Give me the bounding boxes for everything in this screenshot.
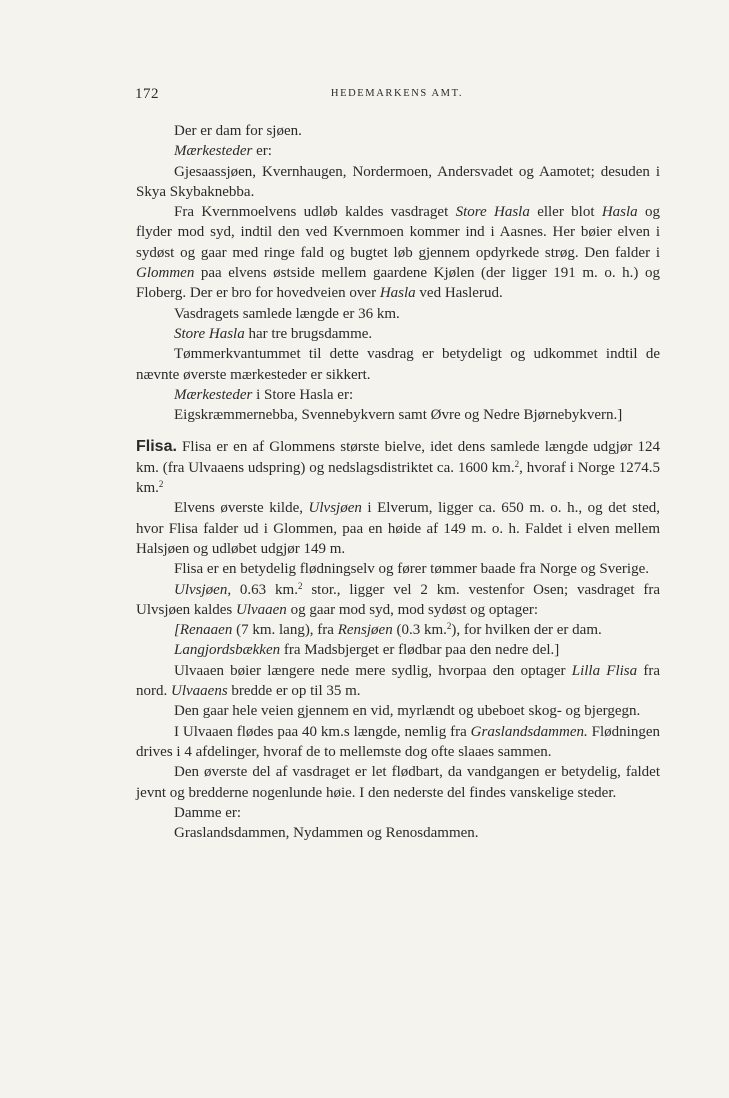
- text-run: Flisa er en betydelig flødningselv og fører tømmer baade fra Norge og Sverige.: [174, 561, 649, 578]
- paragraph: [136, 701, 660, 721]
- text-run: Tømmerkvantummet til dette vasdrag er betydeligt og udkommet indtil de nævnte øverste mærkesteder er sikkert.: [136, 346, 660, 383]
- text-run: stor., ligger vel 2 km. vestenfor Osen; vasdraget fra Ulvsjøen kaldes: [136, 581, 660, 618]
- running-title: HEDEMARKENS AMT.: [330, 88, 464, 99]
- text-run: Den gaar hele veien gjennem en vid, myrlændt og ubeboet skog- og bjergegn.: [174, 703, 641, 720]
- italic-term: Lilla Flisa: [571, 662, 638, 679]
- paragraph: [136, 141, 660, 161]
- paragraph: [136, 121, 660, 141]
- paragraph: [136, 405, 660, 425]
- paragraph: [136, 580, 660, 621]
- superscript: 2: [514, 458, 520, 469]
- text-run: ), for hvilken der er dam.: [451, 622, 602, 639]
- paragraph: [136, 324, 660, 344]
- superscript: 2: [446, 621, 452, 632]
- paragraph: [136, 437, 660, 498]
- italic-term: Store Hasla: [455, 204, 530, 221]
- italic-term: Store Hasla: [174, 325, 245, 342]
- italic-term: Ulvsjøen,: [174, 581, 232, 598]
- text-run: Flisa er en af Glommens største bielve, idet dens samlede længde udgjør 124 km. (fra Ulvaaens udspring) og nedslagsdistriktet ca. 1600 km.: [136, 439, 660, 476]
- italic-term: [Renaaen: [174, 622, 233, 639]
- body-text: [136, 121, 660, 843]
- text-run: fra nord.: [136, 662, 660, 700]
- italic-term: Hasla: [601, 204, 638, 221]
- paragraph: [136, 385, 660, 405]
- text-run: Elvens øverste kilde,: [174, 500, 309, 517]
- italic-term: Mærkesteder: [174, 143, 253, 160]
- text-run: i Elverum, ligger ca. 650 m. o. h., og det sted, hvor Flisa falder ud i Glommen, paa en høide af 149 m. o. h. Faldet i elven mellem Halsjøen og udløbet udgjør 149 m.: [136, 500, 660, 557]
- text-run: bredde er op til 35 m.: [227, 683, 361, 700]
- text-run: Flødningen drives i 4 afdelinger, hvoraf de to mellemste dog ofte slaaes sammen.: [136, 723, 660, 760]
- paragraph: [136, 498, 660, 559]
- paragraph: [136, 803, 660, 823]
- text-run: , hvoraf i Norge 1274.5 km.: [136, 459, 660, 497]
- text-run: Vasdragets samlede længde er 36 km.: [174, 305, 400, 322]
- paragraph: [136, 304, 660, 324]
- paragraph: [136, 722, 660, 763]
- text-run: Gjesaassjøen, Kvernhaugen, Nordermoen, Andersvadet og Aamotet; desuden i Skya Skybaknebba.: [136, 163, 660, 200]
- paragraph: [136, 762, 660, 803]
- paragraph: [136, 620, 660, 640]
- paragraph: [136, 661, 660, 702]
- text-run: er:: [252, 143, 272, 160]
- italic-term: Mærkesteder: [174, 386, 253, 403]
- text-run: og gaar mod syd, mod sydøst og optager:: [286, 601, 539, 618]
- italic-term: Hasla: [379, 285, 416, 302]
- superscript: 2: [297, 580, 303, 591]
- italic-term: Ulvsjøen: [308, 500, 362, 517]
- text-run: I Ulvaaen flødes paa 40 km.s længde, nemlig fra: [174, 723, 471, 740]
- superscript: 2: [158, 479, 164, 490]
- paragraph: [136, 344, 660, 385]
- italic-term: Ulvaaen: [235, 601, 287, 618]
- text-run: og flyder mod syd, indtil den ved Kvernmoen kommer ind i Aasnes. Her bøier elven i sydøst og gaar med ringe fald og bugtet løb gjennem opdyrkede strøg. Den falder i: [136, 204, 660, 261]
- text-run: fra Madsbjerget er flødbar paa den nedre del.]: [280, 642, 560, 659]
- text-run: Graslandsdammen, Nydammen og Renosdammen.: [174, 825, 479, 842]
- section-heading: Flisa.: [136, 438, 177, 456]
- page-number: 172: [135, 86, 159, 102]
- text-run: 0.63 km.: [231, 581, 298, 598]
- text-run: paa elvens østside mellem gaardene Kjølen (der ligger 191 m. o. h.) og Floberg. Der er bro for hovedveien over: [136, 265, 660, 302]
- text-run: i Store Hasla er:: [252, 386, 354, 403]
- paragraph: [136, 559, 660, 579]
- text-run: Den øverste del af vasdraget er let flødbart, da vandgangen er betydelig, faldet jevnt og bredderne nogenlunde høie. I den nederste del findes vanskelige steder.: [136, 764, 660, 801]
- text-run: (0.3 km.: [392, 622, 447, 639]
- italic-term: Ulvaaens: [171, 683, 228, 700]
- paragraph: [136, 640, 660, 660]
- text-run: har tre brugsdamme.: [244, 325, 373, 342]
- paragraph: [136, 162, 660, 203]
- paragraph: [136, 823, 660, 843]
- italic-term: Glommen: [136, 265, 195, 282]
- text-run: eller blot: [529, 204, 602, 221]
- text-run: (7 km. lang), fra: [232, 622, 338, 639]
- text-run: Fra Kvernmoelvens udløb kaldes vasdraget: [174, 204, 456, 221]
- italic-term: Langjordsbækken: [174, 642, 281, 659]
- text-run: Der er dam for sjøen.: [174, 123, 302, 139]
- page-header: [133, 86, 661, 106]
- paragraph: [136, 202, 660, 303]
- text-run: Ulvaaen bøier længere nede mere sydlig, hvorpaa den optager: [174, 662, 572, 679]
- text-run: ved Haslerud.: [415, 285, 503, 302]
- text-run: Damme er:: [174, 804, 242, 821]
- italic-term: Rensjøen: [337, 622, 393, 639]
- italic-term: Graslandsdammen.: [470, 723, 588, 740]
- text-run: Eigskræmmernebba, Svennebykvern samt Øvre og Nedre Bjørnebykvern.]: [174, 407, 623, 424]
